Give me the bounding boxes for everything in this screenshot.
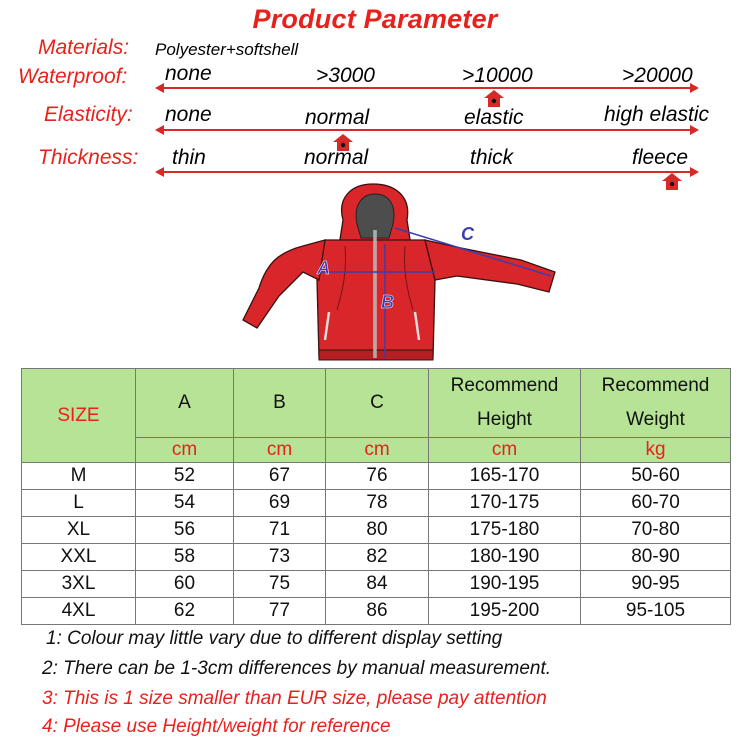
waterproof-selected-marker-icon (484, 90, 504, 107)
table-row (22, 544, 731, 571)
row-a: 54 (136, 490, 234, 517)
thickness-selected-marker-icon (662, 173, 682, 190)
waterproof-label: Waterproof: (18, 65, 128, 88)
elasticity-scale-line (160, 129, 690, 131)
elasticity-option-normal: normal (305, 106, 370, 129)
row-a: 62 (136, 598, 234, 625)
row-height: 175-180 (429, 517, 581, 544)
row-c: 80 (326, 517, 429, 544)
header-recommend-weight (581, 369, 731, 438)
row-b: 75 (234, 571, 326, 598)
table-row (22, 463, 731, 490)
size-header: SIZE (22, 369, 136, 463)
elasticity-scale-arrow-right (690, 125, 699, 135)
row-a: 56 (136, 517, 234, 544)
row-b: 73 (234, 544, 326, 571)
row-a: 60 (136, 571, 234, 598)
thickness-option-fleece: fleece (632, 146, 689, 169)
header-b: B (234, 369, 326, 438)
row-c: 82 (326, 544, 429, 571)
thickness-option-thick: thick (470, 146, 514, 169)
waterproof-option-3000: >3000 (316, 64, 375, 87)
row-c: 84 (326, 571, 429, 598)
row-size: 3XL (22, 571, 136, 598)
header-c: C (326, 369, 429, 438)
materials-label: Materials: (38, 36, 130, 59)
size-table (21, 368, 731, 625)
row-weight: 60-70 (581, 490, 731, 517)
measure-label-a: A (317, 258, 330, 278)
row-c: 86 (326, 598, 429, 625)
table-row (22, 598, 731, 625)
note-1: 1: Colour may little vary due to different display setting (46, 628, 503, 649)
unit-c: cm (326, 438, 429, 463)
row-height: 195-200 (429, 598, 581, 625)
header-recommend-height (429, 369, 581, 438)
row-size: XXL (22, 544, 136, 571)
row-weight: 90-95 (581, 571, 731, 598)
thickness-option-thin: thin (172, 146, 206, 169)
row-weight: 70-80 (581, 517, 731, 544)
row-c: 78 (326, 490, 429, 517)
row-c: 76 (326, 463, 429, 490)
note-3: 3: This is 1 size smaller than EUR size, please pay attention (42, 688, 547, 709)
note-4: 4: Please use Height/weight for reference (42, 716, 391, 737)
row-b: 77 (234, 598, 326, 625)
measure-label-b: B (381, 292, 394, 312)
row-size: 4XL (22, 598, 136, 625)
header-recommend-height-line2: Height (477, 409, 532, 430)
table-row (22, 490, 731, 517)
header-recommend-weight-line2: Weight (626, 409, 685, 430)
thickness-scale-arrow-right (690, 167, 699, 177)
materials-value: Polyester+softshell (155, 40, 299, 59)
row-height: 190-195 (429, 571, 581, 598)
header-recommend-height-line1: Recommend (450, 375, 559, 396)
elasticity-option-none: none (165, 103, 212, 126)
row-size: L (22, 490, 136, 517)
thickness-scale-line (160, 171, 690, 173)
row-height: 165-170 (429, 463, 581, 490)
waterproof-scale-arrow-right (690, 83, 699, 93)
row-weight: 95-105 (581, 598, 731, 625)
row-height: 180-190 (429, 544, 581, 571)
header-a: A (136, 369, 234, 438)
unit-a: cm (136, 438, 234, 463)
elasticity-label: Elasticity: (44, 103, 133, 126)
page-title: Product Parameter (252, 4, 498, 34)
thickness-label: Thickness: (38, 146, 139, 169)
note-2: 2: There can be 1-3cm differences by manual measurement. (42, 658, 552, 679)
measure-label-c: C (461, 224, 474, 244)
waterproof-option-none: none (165, 62, 212, 85)
row-size: XL (22, 517, 136, 544)
waterproof-option-20000: >20000 (622, 64, 693, 87)
row-height: 170-175 (429, 490, 581, 517)
row-weight: 80-90 (581, 544, 731, 571)
thickness-option-normal: normal (304, 146, 369, 169)
jacket-diagram (225, 180, 565, 365)
waterproof-scale-line (160, 87, 690, 89)
elasticity-option-high-elastic: high elastic (604, 103, 710, 126)
jacket-illustration (225, 180, 565, 365)
unit-b: cm (234, 438, 326, 463)
unit-height: cm (429, 438, 581, 463)
row-weight: 50-60 (581, 463, 731, 490)
row-size: M (22, 463, 136, 490)
table-row (22, 571, 731, 598)
waterproof-option-10000: >10000 (462, 64, 533, 87)
row-b: 71 (234, 517, 326, 544)
table-row (22, 517, 731, 544)
row-a: 58 (136, 544, 234, 571)
header-recommend-weight-line1: Recommend (601, 375, 710, 396)
row-a: 52 (136, 463, 234, 490)
row-b: 67 (234, 463, 326, 490)
unit-weight: kg (581, 438, 731, 463)
row-b: 69 (234, 490, 326, 517)
elasticity-option-elastic: elastic (464, 106, 524, 129)
